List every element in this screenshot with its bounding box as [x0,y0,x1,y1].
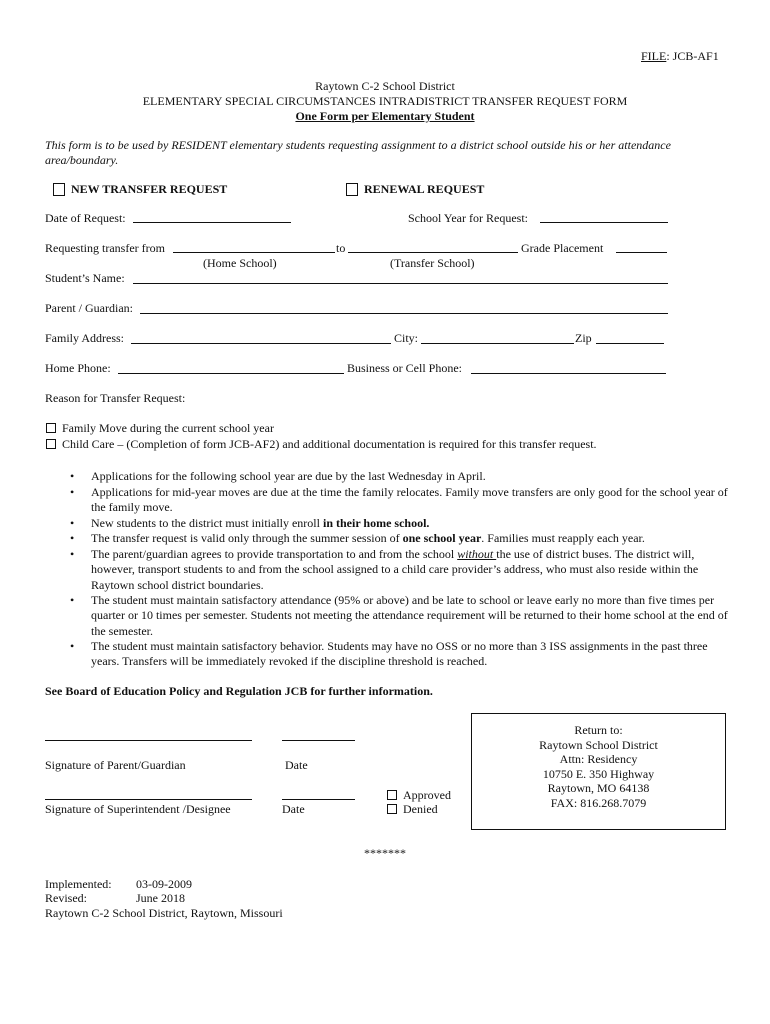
revised-label: Revised: [45,891,87,905]
bullet-text: New students to the district must initially enroll [91,516,323,530]
home-school-field[interactable] [173,252,335,253]
revised-value: June 2018 [136,891,185,905]
file-code-value: : JCB-AF1 [666,49,719,63]
bullet-icon: • [70,485,75,499]
family-move-option[interactable] [46,421,274,436]
implemented-value: 03-09-2009 [136,877,192,891]
bullet-emphasis: without [457,547,497,561]
approved-option[interactable] [387,788,451,803]
student-name-field[interactable] [133,283,668,284]
implemented-label: Implemented: [45,877,112,891]
business-phone-field[interactable] [471,373,666,374]
superintendent-signature-label: Signature of Superintendent /Designee [45,802,231,816]
family-move-label: Family Move during the current school year [62,421,274,435]
parent-date-field[interactable] [282,740,355,741]
transfer-school-field[interactable] [348,252,518,253]
renewal-checkbox[interactable] [346,183,358,196]
zip-label: Zip [575,331,592,345]
board-policy-note: See Board of Education Policy and Regulation JCB for further information. [45,684,433,698]
new-transfer-label: NEW TRANSFER REQUEST [71,182,228,196]
bullet-emphasis: one school year [402,531,482,545]
date-of-request-field[interactable] [133,222,291,223]
home-phone-field[interactable] [118,373,344,374]
business-phone-label: Business or Cell Phone: [347,361,463,375]
child-care-option[interactable] [46,437,597,452]
parent-signature-field[interactable] [45,740,252,741]
bullet-text: The parent/guardian agrees to provide transportation to and from the school [91,547,458,561]
parent-guardian-label: Parent / Guardian: [45,301,133,315]
bullet-icon: • [70,516,75,530]
return-line-2: Raytown School District [539,737,658,752]
bullet-item [91,531,731,546]
approved-checkbox[interactable] [387,790,397,800]
bullet-icon: • [70,593,75,607]
return-line-5: Raytown, MO 64138 [547,781,650,796]
bullet-text: The transfer request is valid only through the summer session of [91,531,403,545]
city-label: City: [394,331,419,345]
new-transfer-checkbox[interactable] [53,183,65,196]
superintendent-date-field[interactable] [282,799,355,800]
school-year-field[interactable] [540,222,668,223]
district-location: Raytown C-2 School District, Raytown, Missouri [45,906,283,920]
to-label: to [336,241,346,255]
bullet-item: The student must maintain satisfactory attendance (95% or above) and be late to school or leave early no more than five times per quarter or 10 times per semester. Students not meeting the attendance requirement will be returned to their home school at the end of the semester. [91,593,728,638]
bullet-emphasis: in their home school. [322,516,430,530]
renewal-label: RENEWAL REQUEST [364,182,485,196]
student-name-label: Student’s Name: [45,271,125,285]
return-line-6: FAX: 816.268.7079 [550,795,647,810]
bullet-item: Applications for mid-year moves are due at the time the family relocates. Family move transfers are only good for the school year of the family move. [91,485,728,515]
transfer-school-caption: (Transfer School) [390,256,475,270]
child-care-label: Child Care – (Completion of form JCB-AF2) and additional documentation is required for this transfer request. [62,437,597,451]
grade-placement-label: Grade Placement [521,241,604,255]
date-of-request-label: Date of Request: [45,211,126,225]
bullet-icon: • [70,531,75,545]
superintendent-date-label: Date [282,802,305,816]
approved-label: Approved [403,788,451,802]
return-to-box [471,713,726,830]
bullet-text: . Families must reapply each year. [481,531,645,545]
return-line-4: 10750 E. 350 Highway [542,766,655,781]
family-move-checkbox[interactable] [46,423,56,433]
child-care-checkbox[interactable] [46,439,56,449]
form-title: ELEMENTARY SPECIAL CIRCUMSTANCES INTRADISTRICT TRANSFER REQUEST FORM [142,94,628,108]
file-label: FILE [641,49,667,63]
separator: ******* [364,846,406,860]
requesting-from-label: Requesting transfer from [45,241,165,255]
parent-date-label: Date [285,758,308,772]
superintendent-signature-field[interactable] [45,799,252,800]
grade-placement-field[interactable] [616,252,667,253]
return-line-3: Attn: Residency [559,752,638,767]
bullet-icon: • [70,547,75,561]
bullet-text: the use of district buses. The district will, however, transport students to and from the school assigned to a child care provider’s address, who must also reside within the Raytown school district boundaries. [91,547,699,592]
bullet-item [91,547,731,593]
family-address-label: Family Address: [45,331,125,345]
home-phone-label: Home Phone: [45,361,111,375]
parent-signature-label: Signature of Parent/Guardian [45,758,186,772]
bullet-icon: • [70,639,75,653]
form-subtitle: One Form per Elementary Student [295,109,475,123]
return-line-1: Return to: [574,723,623,737]
denied-checkbox[interactable] [387,804,397,814]
bullet-item: The student must maintain satisfactory behavior. Students may have no OSS or no more than 3 ISS assignments in the past three years. Transfers will be immediately revoked if the discipline threshold is reached. [91,639,708,669]
city-field[interactable] [421,343,574,344]
bullet-item [91,516,731,531]
denied-option[interactable] [387,802,438,817]
school-year-label: School Year for Request: [408,211,528,225]
intro-text: This form is to be used by RESIDENT elementary students requesting assignment to a district school outside his or her attendance area/boundary. [45,138,671,168]
renewal-option[interactable] [346,182,484,197]
bullet-item: Applications for the following school year are due by the last Wednesday in April. [91,469,486,483]
new-transfer-option[interactable] [53,182,227,197]
parent-guardian-field[interactable] [140,313,668,314]
denied-label: Denied [403,802,438,816]
bullet-icon: • [70,469,75,483]
family-address-field[interactable] [131,343,391,344]
home-school-caption: (Home School) [203,256,277,270]
zip-field[interactable] [596,343,664,344]
reason-label: Reason for Transfer Request: [45,391,186,405]
district-name: Raytown C-2 School District [315,79,455,93]
file-code [641,49,719,64]
